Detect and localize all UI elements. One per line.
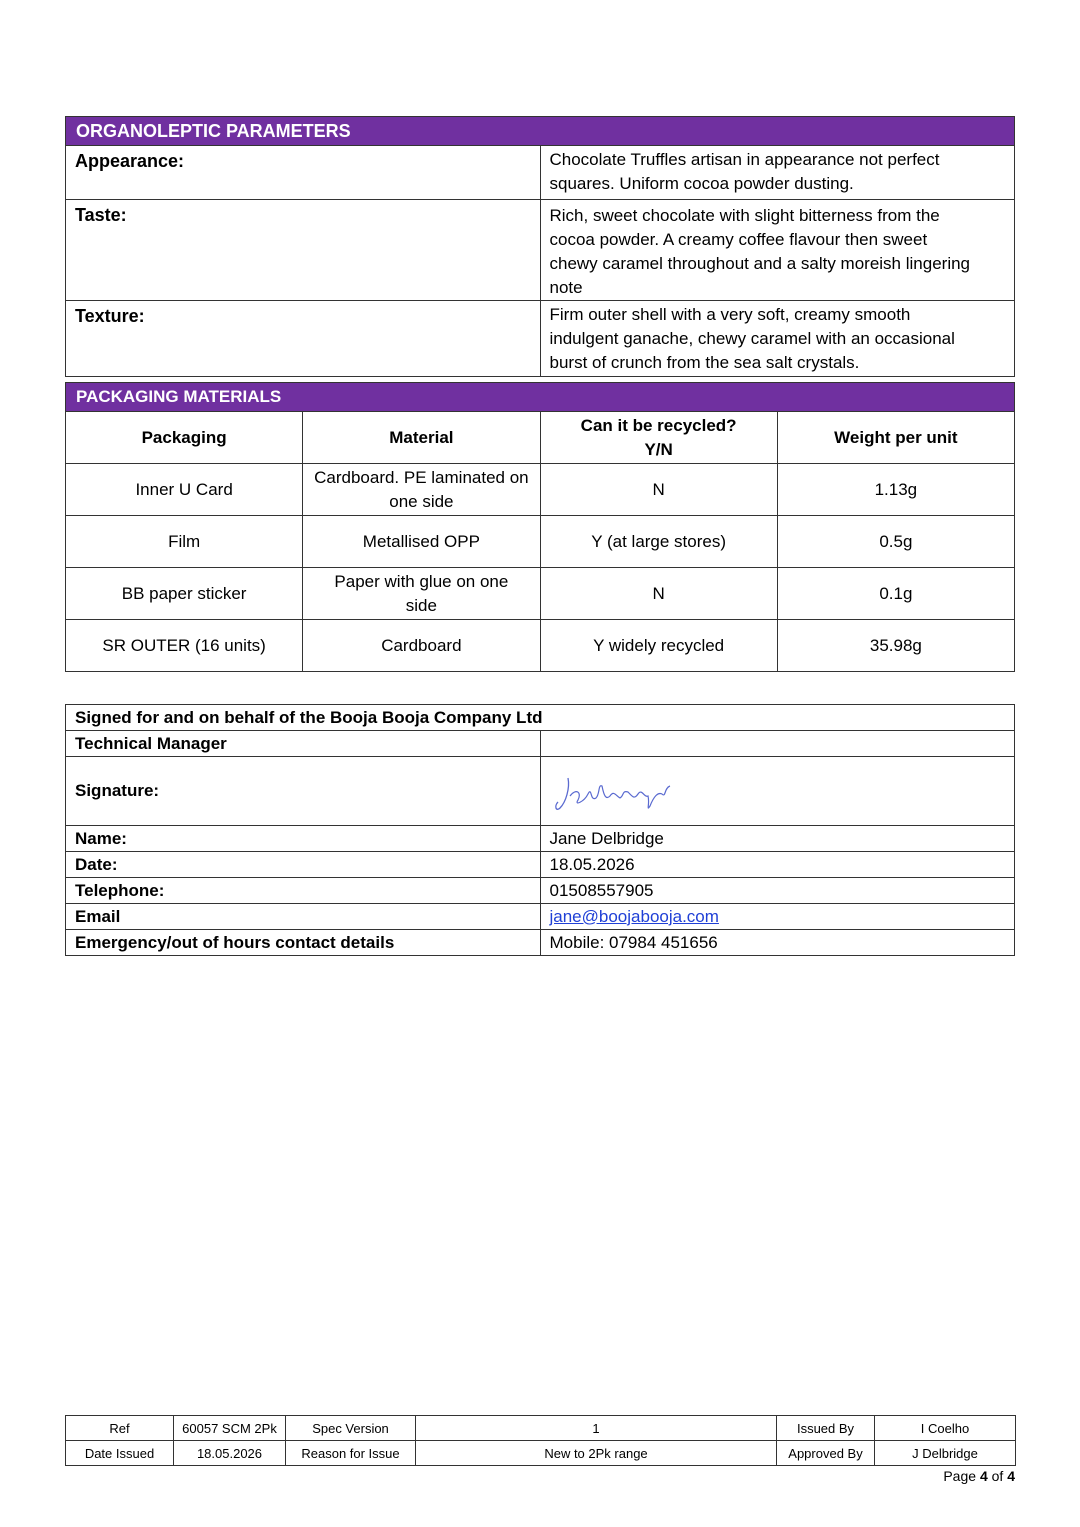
cell-recyclable: N <box>540 464 777 516</box>
date-issued-label: Date Issued <box>66 1441 174 1466</box>
signature-label: Signature: <box>66 757 541 826</box>
cell-material: Cardboard. PE laminated on one side <box>303 464 540 516</box>
cell-material: Metallised OPP <box>303 516 540 568</box>
appearance-label: Appearance: <box>66 146 541 200</box>
reason-value: New to 2Pk range <box>416 1441 777 1466</box>
table-row <box>66 464 1015 516</box>
name-label: Name: <box>66 826 541 852</box>
cell-weight: 1.13g <box>777 464 1014 516</box>
email-link[interactable]: jane@boojabooja.com <box>549 906 719 926</box>
telephone-value: 01508557905 <box>540 878 1015 904</box>
issued-by-value: I Coelho <box>875 1416 1016 1441</box>
appearance-value: Chocolate Truffles artisan in appearance not perfect squares. Uniform cocoa powder dusting. <box>540 146 1015 200</box>
cell-packaging: Inner U Card <box>66 464 303 516</box>
ref-value: 60057 SCM 2Pk <box>174 1416 286 1441</box>
page-of: of <box>991 1468 1004 1484</box>
date-issued-value: 18.05.2026 <box>174 1441 286 1466</box>
footer-table <box>65 1415 1016 1466</box>
signature-image <box>550 766 680 816</box>
cell-recyclable: Y (at large stores) <box>540 516 777 568</box>
table-row <box>66 516 1015 568</box>
approved-by-value: J Delbridge <box>875 1441 1016 1466</box>
cell-weight: 35.98g <box>777 620 1014 672</box>
issued-by-label: Issued By <box>777 1416 875 1441</box>
telephone-label: Telephone: <box>66 878 541 904</box>
cell-packaging: BB paper sticker <box>66 568 303 620</box>
cell-weight: 0.5g <box>777 516 1014 568</box>
name-value: Jane Delbridge <box>540 826 1015 852</box>
ref-label: Ref <box>66 1416 174 1441</box>
signature-cell <box>540 757 1015 826</box>
texture-value: Firm outer shell with a very soft, creamy smooth indulgent ganache, chewy caramel with an occasional burst of crunch from the sea salt crystals. <box>540 301 1015 377</box>
role-label: Technical Manager <box>66 731 541 757</box>
role-value <box>540 731 1015 757</box>
signoff-title: Signed for and on behalf of the Booja Booja Company Ltd <box>66 705 1015 731</box>
signoff-table <box>65 704 1015 956</box>
page-word: Page <box>943 1468 977 1484</box>
cell-packaging: Film <box>66 516 303 568</box>
email-cell <box>540 904 1015 930</box>
date-label: Date: <box>66 852 541 878</box>
cell-weight: 0.1g <box>777 568 1014 620</box>
table-row <box>66 568 1015 620</box>
approved-by-label: Approved By <box>777 1441 875 1466</box>
cell-recyclable: N <box>540 568 777 620</box>
packaging-header: PACKAGING MATERIALS <box>66 383 1015 412</box>
taste-label: Taste: <box>66 200 541 301</box>
col-weight: Weight per unit <box>777 412 1014 464</box>
reason-label: Reason for Issue <box>286 1441 416 1466</box>
spec-version-label: Spec Version <box>286 1416 416 1441</box>
cell-material: Paper with glue on one side <box>303 568 540 620</box>
cell-material: Cardboard <box>303 620 540 672</box>
emergency-value: Mobile: 07984 451656 <box>540 930 1015 956</box>
taste-value: Rich, sweet chocolate with slight bitterness from the cocoa powder. A creamy coffee flavour then sweet chewy caramel throughout and a salty moreish lingering note <box>540 200 1015 301</box>
packaging-table <box>65 382 1015 672</box>
col-material: Material <box>303 412 540 464</box>
email-label: Email <box>66 904 541 930</box>
texture-label: Texture: <box>66 301 541 377</box>
table-row <box>66 620 1015 672</box>
emergency-label: Emergency/out of hours contact details <box>66 930 541 956</box>
page-number <box>943 1468 1015 1484</box>
col-recyclable: Can it be recycled? Y/N <box>540 412 777 464</box>
cell-packaging: SR OUTER (16 units) <box>66 620 303 672</box>
date-value: 18.05.2026 <box>540 852 1015 878</box>
page-current: 4 <box>979 1468 988 1484</box>
cell-recyclable: Y widely recycled <box>540 620 777 672</box>
organoleptic-header: ORGANOLEPTIC PARAMETERS <box>66 117 1015 146</box>
organoleptic-table <box>65 116 1015 377</box>
spec-version-value: 1 <box>416 1416 777 1441</box>
page-total: 4 <box>1007 1468 1015 1484</box>
col-packaging: Packaging <box>66 412 303 464</box>
